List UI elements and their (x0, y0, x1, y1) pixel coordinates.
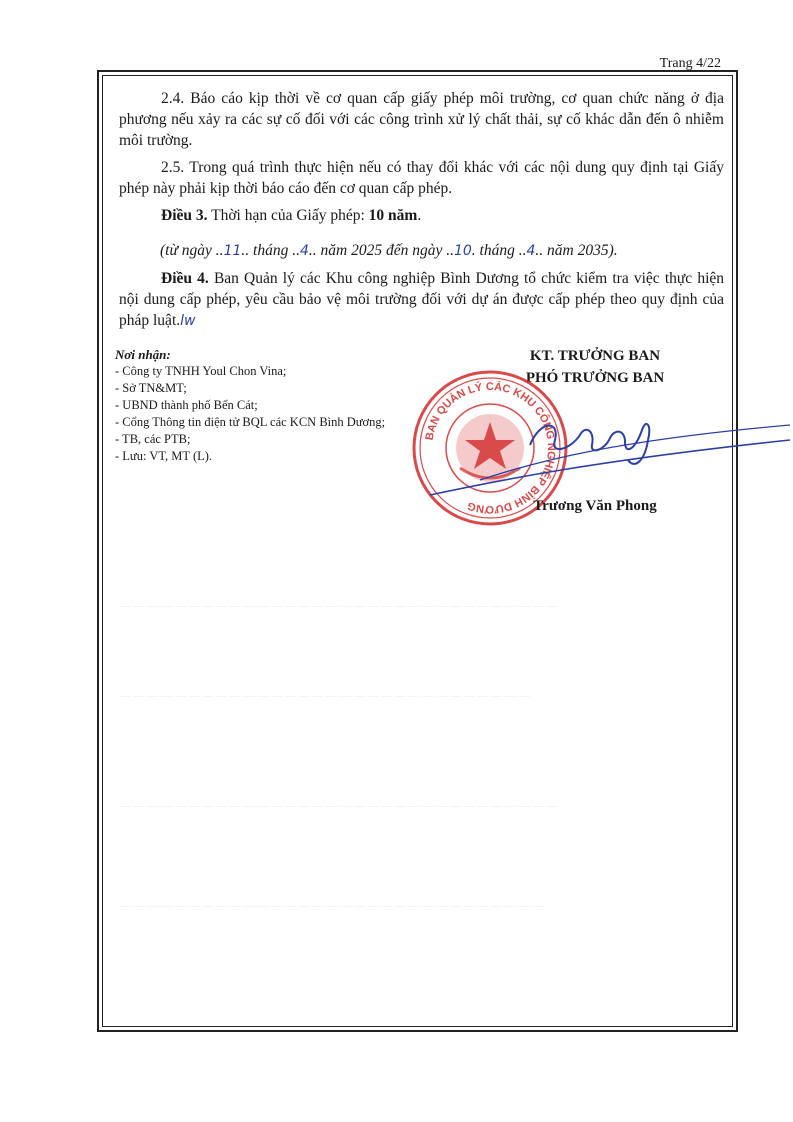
recipients-heading: Nơi nhận: (115, 347, 171, 362)
signer-title-1: KT. TRƯỞNG BAN (529, 348, 661, 364)
recipients-list (115, 346, 385, 465)
handwritten-day-start: 11 (223, 243, 242, 259)
recipient-item: - Sở TN&MT; (115, 381, 187, 395)
recipient-item: - TB, các PTB; (115, 432, 191, 446)
article-3: Điều 3. Thời hạn của Giấy phép: 10 năm. (161, 207, 422, 224)
handwritten-initials: lw (180, 313, 196, 329)
handwritten-month-start: 4 (299, 243, 309, 259)
validity-dates: (từ ngày ..11.. tháng ..4.. năm 2025 đến ngày ..10. tháng ..4.. năm 2035). (160, 242, 618, 259)
recipient-item: - Công ty TNHH Youl Chon Vina; (115, 364, 287, 378)
handwritten-signature (420, 400, 793, 510)
article-4-label: Điều 4. (161, 270, 209, 287)
recipient-item: - UBND thành phố Bến Cát; (115, 398, 258, 412)
svg-text:BAN QUẢN LÝ CÁC KHU CÔNG NGHIỆ: BAN QUẢN LÝ CÁC KHU CÔNG NGHIỆP BÌNH DƯƠNG (423, 380, 558, 516)
article-4-block (119, 268, 724, 338)
article-4 (119, 268, 724, 332)
article-3-duration: 10 năm (368, 207, 418, 224)
article-3-text: Thời hạn của Giấy phép: (211, 207, 365, 224)
paragraph-2-4: 2.4. Báo cáo kịp thời về cơ quan cấp giấy phép môi trường, cơ quan chức năng ở địa phương nếu xảy ra các sự cố đối với các công trình xử lý chất thải, sự cố khác dẫn đến ô nhiễm môi trường. (119, 90, 724, 149)
signer-title-2: PHÓ TRƯỞNG BAN (525, 370, 665, 386)
article-3-label: Điều 3. (161, 207, 208, 224)
page-number: Trang 4/22 (659, 56, 721, 71)
recipient-item: - Lưu: VT, MT (L). (115, 449, 213, 463)
handwritten-day-end: 10 (453, 243, 472, 259)
article-4-text: Ban Quản lý các Khu công nghiệp Bình Dương tổ chức kiểm tra việc thực hiện nội dung cấp phép, yêu cầu bảo vệ môi trường đối với dự án được cấp phép theo quy định của pháp luật. (119, 270, 725, 329)
handwritten-month-end: 4 (526, 243, 536, 259)
paragraph-2-5: 2.5. Trong quá trình thực hiện nếu có thay đổi khác với các nội dung quy định tại Giấy phép này phải kịp thời báo cáo đến cơ quan cấp phép. (119, 159, 724, 197)
document-body (119, 88, 724, 232)
signer-name: Trương Văn Phong (533, 498, 657, 514)
recipient-item: - Cổng Thông tin điện tử BQL các KCN Bình Dương; (115, 415, 386, 429)
